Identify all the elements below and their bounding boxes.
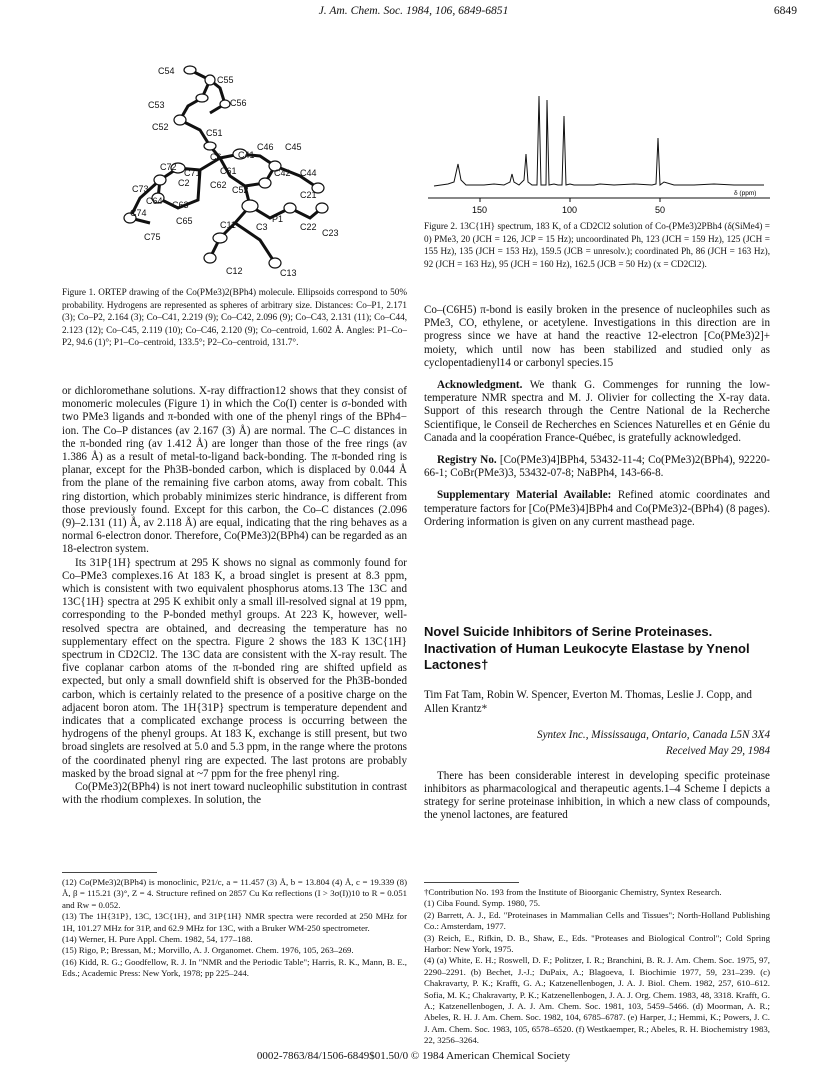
atom-label: C52 (152, 122, 169, 132)
right-footnotes (424, 882, 770, 1047)
figure-1-ortep-drawing (60, 58, 360, 283)
atom-label: C23 (322, 228, 339, 238)
atom-label: C62 (210, 180, 227, 190)
acknowledgment-text: We thank G. Commenges for running the low-temperature NMR spectra and M. J. Olivier for collecting the X-ray data. Support of this research through the Centre National de la Recherche Scientifique, le Conseil de Recherches en Sciences Naturelles et en Génie du Canada and la coopération France-Québec, is gratefully acknowledged. (424, 379, 770, 444)
article-title: Novel Suicide Inhibitors of Serine Proteinases. Inactivation of Human Leukocyte Elastase by Ynenol Lactones† (424, 624, 750, 672)
atom-label: C42 (274, 168, 291, 178)
left-column-body (62, 385, 407, 808)
atom-label: C74 (130, 208, 147, 218)
axis-tick-label: 100 (562, 205, 578, 215)
atom-label: C11 (220, 220, 236, 230)
page-footer: 0002-7863/84/1506-6849$01.50/0 © 1984 American Chemical Society (256, 1050, 571, 1062)
footnote: (4) (a) White, E. H.; Roswell, D. F.; Politzer, I. R.; Branchini, B. R. J. Am. Chem. Soc. 1975, 97, 2290–2291. (b) Bechet, J.-J.; DuPaix, A.; Blagoeva, I. Biochimie 1977, 59, 231–239. (c) Chakravarty, P. K.; Krafft, G. A.; Katzenellenbogen, J. A. J. Biol. Chem. 1982, 257, 610–612. Sofia, M. K.; Chakravarty, P. K.; Katzenellenbogen, J. A. J. Org. Chem. 1983, 48, 3318. Krafft, G. A.; Katzenellenbogen, J. A. J. Am. Chem. Soc. 1981, 103, 5459–5466. (d) Moorman, A. R.; Abeles, R. H. J. Am. Chem. Soc. 1982, 104, 6785–6787. (e) Harper, J.; Hemmi, K.; Powers, J. C. J. Am. Chem. Soc. 1983, 105, 6578–6520. (f) Westkaemper, R.; Abeles, R. H. Biochemistry 1983, 22, 3256–3264. (424, 955, 770, 1046)
footnote: (15) Rigo, P.; Bressan, M.; Morvillo, A. J. Organomet. Chem. 1976, 105, 263–269. (62, 945, 354, 956)
axis-tick-label: 50 (655, 205, 666, 215)
supplementary-material (424, 489, 770, 529)
footnote-rule (62, 872, 157, 873)
running-header (0, 4, 827, 24)
footnote: (12) Co(PMe3)2(BPh4) is monoclinic, P21/c, a = 11.457 (3) Å, b = 13.804 (4) Å, c = 19.339 (8) Å, β = 115.21 (3)°, Z = 4. Structure refined on 2857 Cu Kα reflections (I > 3σ(I))10 to R = 0.051 and Rw = 0.052. (62, 877, 407, 910)
acknowledgment-heading: Acknowledgment. (437, 379, 523, 392)
atom-label: C72 (160, 162, 177, 172)
spectrum-trace (434, 96, 764, 186)
footnote: (16) Kidd, R. G.; Goodfellow, R. J. In "NMR and the Periodic Table"; Harris, R. K., Mann, B. E., Eds.; Academic Press: New York, 1978; pp 225–244. (62, 956, 407, 979)
footnote: (3) Reich, E., Rifkin, D. B., Shaw, E., Eds. "Proteases and Biological Control"; Cold Spring Harbor: New York, 1975. (424, 932, 770, 955)
footnote: (14) Werner, H. Pure Appl. Chem. 1982, 54, 177–188. (62, 934, 253, 945)
registry-text: [Co(PMe3)4]BPh4, 53432-11-4; Co(PMe3)2(BPh4), 92220-66-1; CoBr(PMe3)3, 53432-07-8; NaBPh4, 143-66-8. (424, 454, 770, 480)
body-paragraph: Co(PMe3)2(BPh4) is not inert toward nucleophilic substitution in contrast with the rhodium complexes. In solution, the (62, 781, 407, 807)
atom-label: C44 (300, 168, 317, 178)
footnote: (2) Barrett, A. J., Ed. "Proteinases in Mammalian Cells and Tissues"; North-Holland Publishing Co.: Amsterdam, 1977. (424, 909, 770, 932)
footnote: (13) The 1H{31P}, 13C, 13C{1H}, and 31P{1H} NMR spectra were recorded at 250 MHz for 1H, 101.27 MHz for 31P, and 62.9 MHz for 13C, with a Bruker WM-250 spectrometer. (62, 911, 407, 933)
body-paragraph: Its 31P{1H} spectrum at 295 K shows no signal as commonly found for Co–PMe3 complexes.16 At 183 K, a broad singlet is present at 8.3 ppm, which is consistent with two equivalent phosphorus atoms.13 The 13C and 13C{1H} spectra at 295 K exhibit only a small ill-resolved signal at 19 ppm, corresponding to the P-bonded methyl groups. At 223 K, however, well-resolved spectra are obtained, and decreasing the temperature has no supplementary effect on the spectra. Figure 2 shows the 183 K 13C{1H} spectrum in CD2Cl2. The 13C data are consistent with the X-ray result. The five coplanar carbon atoms of the π-bonded ring are shifted upfield as expected, but only a small downfield shift is observed for the Ph3B-bonded carbon, which is certainly related to the presence of a positive charge on the adjacent boron atom. The 1H{31P} spectrum is temperature dependent and indicates that a complicated exchange process is occurring between the hydrogens of the phenyl groups. At 183 K, exchange is still present, but two broad singlets are resolved at 5.0 and 5.3 ppm, in the range where the protons of the coordinated phenyl ring are expected. The last protons are probably masked by the broad signal at ~7 ppm for the free phenyl ring. (62, 556, 407, 780)
footnote: †Contribution No. 193 from the Institute of Bioorganic Chemistry, Syntex Research. (424, 887, 722, 897)
atom-label: C52 (232, 185, 249, 195)
atom-label: C53 (148, 100, 165, 110)
atom-label: C63 (172, 200, 189, 210)
atom-label: C22 (300, 222, 317, 232)
supplementary-heading: Supplementary Material Available: (437, 489, 612, 502)
atom-label: C41 (238, 150, 255, 160)
atom-label: C54 (158, 66, 175, 76)
atom-label: P1 (272, 214, 284, 224)
footnote: (1) Ciba Found. Symp. 1980, 75. (424, 898, 541, 909)
article-authors: Tim Fat Tam, Robin W. Spencer, Everton M. Thomas, Leslie J. Copp, and Allen Krantz* (424, 688, 752, 715)
axis-unit-label: δ (ppm) (734, 190, 757, 197)
atom-label: C6 (210, 152, 222, 162)
article-header (424, 624, 770, 822)
article-received-date: Received May 29, 1984 (665, 744, 770, 757)
right-column-body (424, 304, 770, 529)
atom-label: C2 (178, 178, 190, 188)
article-affiliation: Syntex Inc., Mississauga, Ontario, Canada L5N 3X4 (537, 728, 770, 741)
atom-label: C12 (226, 266, 243, 276)
atom-label: C73 (132, 184, 149, 194)
figure-2-nmr-spectrum (424, 58, 780, 218)
atom-label: C65 (176, 216, 193, 226)
registry-numbers (424, 454, 770, 480)
atom-label: C21 (300, 190, 317, 200)
atom-label: C55 (217, 75, 234, 85)
atom-label: C51 (206, 128, 223, 138)
registry-heading: Registry No. (437, 454, 497, 467)
nmr-svg (424, 58, 780, 218)
article-intro-paragraph: There has been considerable interest in developing specific proteinase inhibitors as pharmacological and therapeutic agents.1–4 Scheme I depicts a strategy for serine proteinase inhibition, in which a new class of compounds, the ynenol lactones, are featured (424, 769, 770, 822)
journal-citation: J. Am. Chem. Soc. 1984, 106, 6849-6851 (318, 4, 509, 17)
axis-tick-label: 150 (472, 205, 488, 215)
left-footnotes (62, 872, 407, 980)
atom-label: C61 (220, 166, 237, 176)
acknowledgment (424, 379, 770, 445)
atom-label: C64 (146, 196, 163, 206)
footnote-rule (424, 882, 519, 883)
atom-label: C45 (285, 142, 302, 152)
atom-label: C56 (230, 98, 247, 108)
supplementary-text: Refined atomic coordinates and temperature factors for [Co(PMe3)4]BPh4 and Co(PMe3)2-(BPh4) (8 pages). Ordering information is given on any current masthead page. (424, 489, 770, 528)
atom-label: C75 (144, 232, 161, 242)
page-number: 6849 (773, 4, 797, 17)
atom-label: C46 (257, 142, 274, 152)
body-paragraph: Co–(C6H5) π-bond is easily broken in the presence of nucleophiles such as PMe3, CO, ethylene, or acetylene. Investigations in this direction are in progress since we have at hand the reactive 12-electron [Co(PMe3)2]+ moiety, which until now has been stabilized and studied only as cyclopentadienyl14 or carbonyl species.15 (424, 304, 770, 369)
figure-2-caption: Figure 2. 13C{1H} spectrum, 183 K, of a CD2Cl2 solution of Co-(PMe3)2PBh4 (δ(SiMe4) = 0) PMe3, 20 (JCH = 126, JCP = 15 Hz); uncoordinated Ph, 123 (JCH = 159 Hz), 125 (JCH = 155 Hz), 135 (JCH = 153 Hz), 159.5 (JCB = unresolv.); coordinated Ph, 86 (JCH = 163 Hz), 92 (JCH = 163 Hz), 95 (JCH = 160 Hz), 162.5 (JCB = 50 Hz) (x = CD2Cl2). (424, 221, 770, 269)
body-paragraph: or dichloromethane solutions. X-ray diffraction12 shows that they consist of monomeric molecules (Figure 1) in which the Co(I) center is σ-bonded with two PMe3 ligands and π-bonded with one of the phenyl rings of the BPh4− ion. The Co–P distances (av 2.167 (3) Å) are normal. The C–C distances in the π-bonded ring (av 1.412 Å) are longer than those of the free rings (av 1.386 Å) as a result of metal-to-ligand back-bonding. The π-bonded ring is planar, except for the Ph3B-bonded carbon, which is displaced by 0.044 Å from the plane of the remaining five carbon atoms, away from cobalt. This ring distortion, which probably minimizes steric hindrance, is different from those previously found. Except for this carbon, the Co–C distances (2.096 (9)–2.131 (11) Å, av 2.118 Å) are equal, indicating that the ring behaves as a normal 6-electron donor. Therefore, Co(PMe3)2(BPh4) can be regarded as an 18-electron system. (62, 385, 407, 556)
ortep-svg (60, 58, 360, 283)
figure-1-caption: Figure 1. ORTEP drawing of the Co(PMe3)2(BPh4) molecule. Ellipsoids correspond to 50% probability. Hydrogens are represented as spheres of arbitrary size. Distances: Co–P1, 2.171 (3); Co–P2, 2.164 (3); Co–C41, 2.219 (9); Co–C42, 2.096 (9); Co–C43, 2.131 (11); Co–C44, 2.123 (12); Co–C45, 2.119 (10); Co–C46, 2.120 (9); Co–centroid, 1.602 Å. Angles: P1–Co–P2, 94.6 (1)°; P1–Co–centroid, 133.5°; P2–Co–centroid, 131.7°. (62, 287, 407, 348)
atom-label: C3 (256, 222, 268, 232)
atom-label: C13 (280, 268, 297, 278)
ortep-atom-labels (130, 66, 339, 278)
atom-label: C71 (184, 168, 201, 178)
